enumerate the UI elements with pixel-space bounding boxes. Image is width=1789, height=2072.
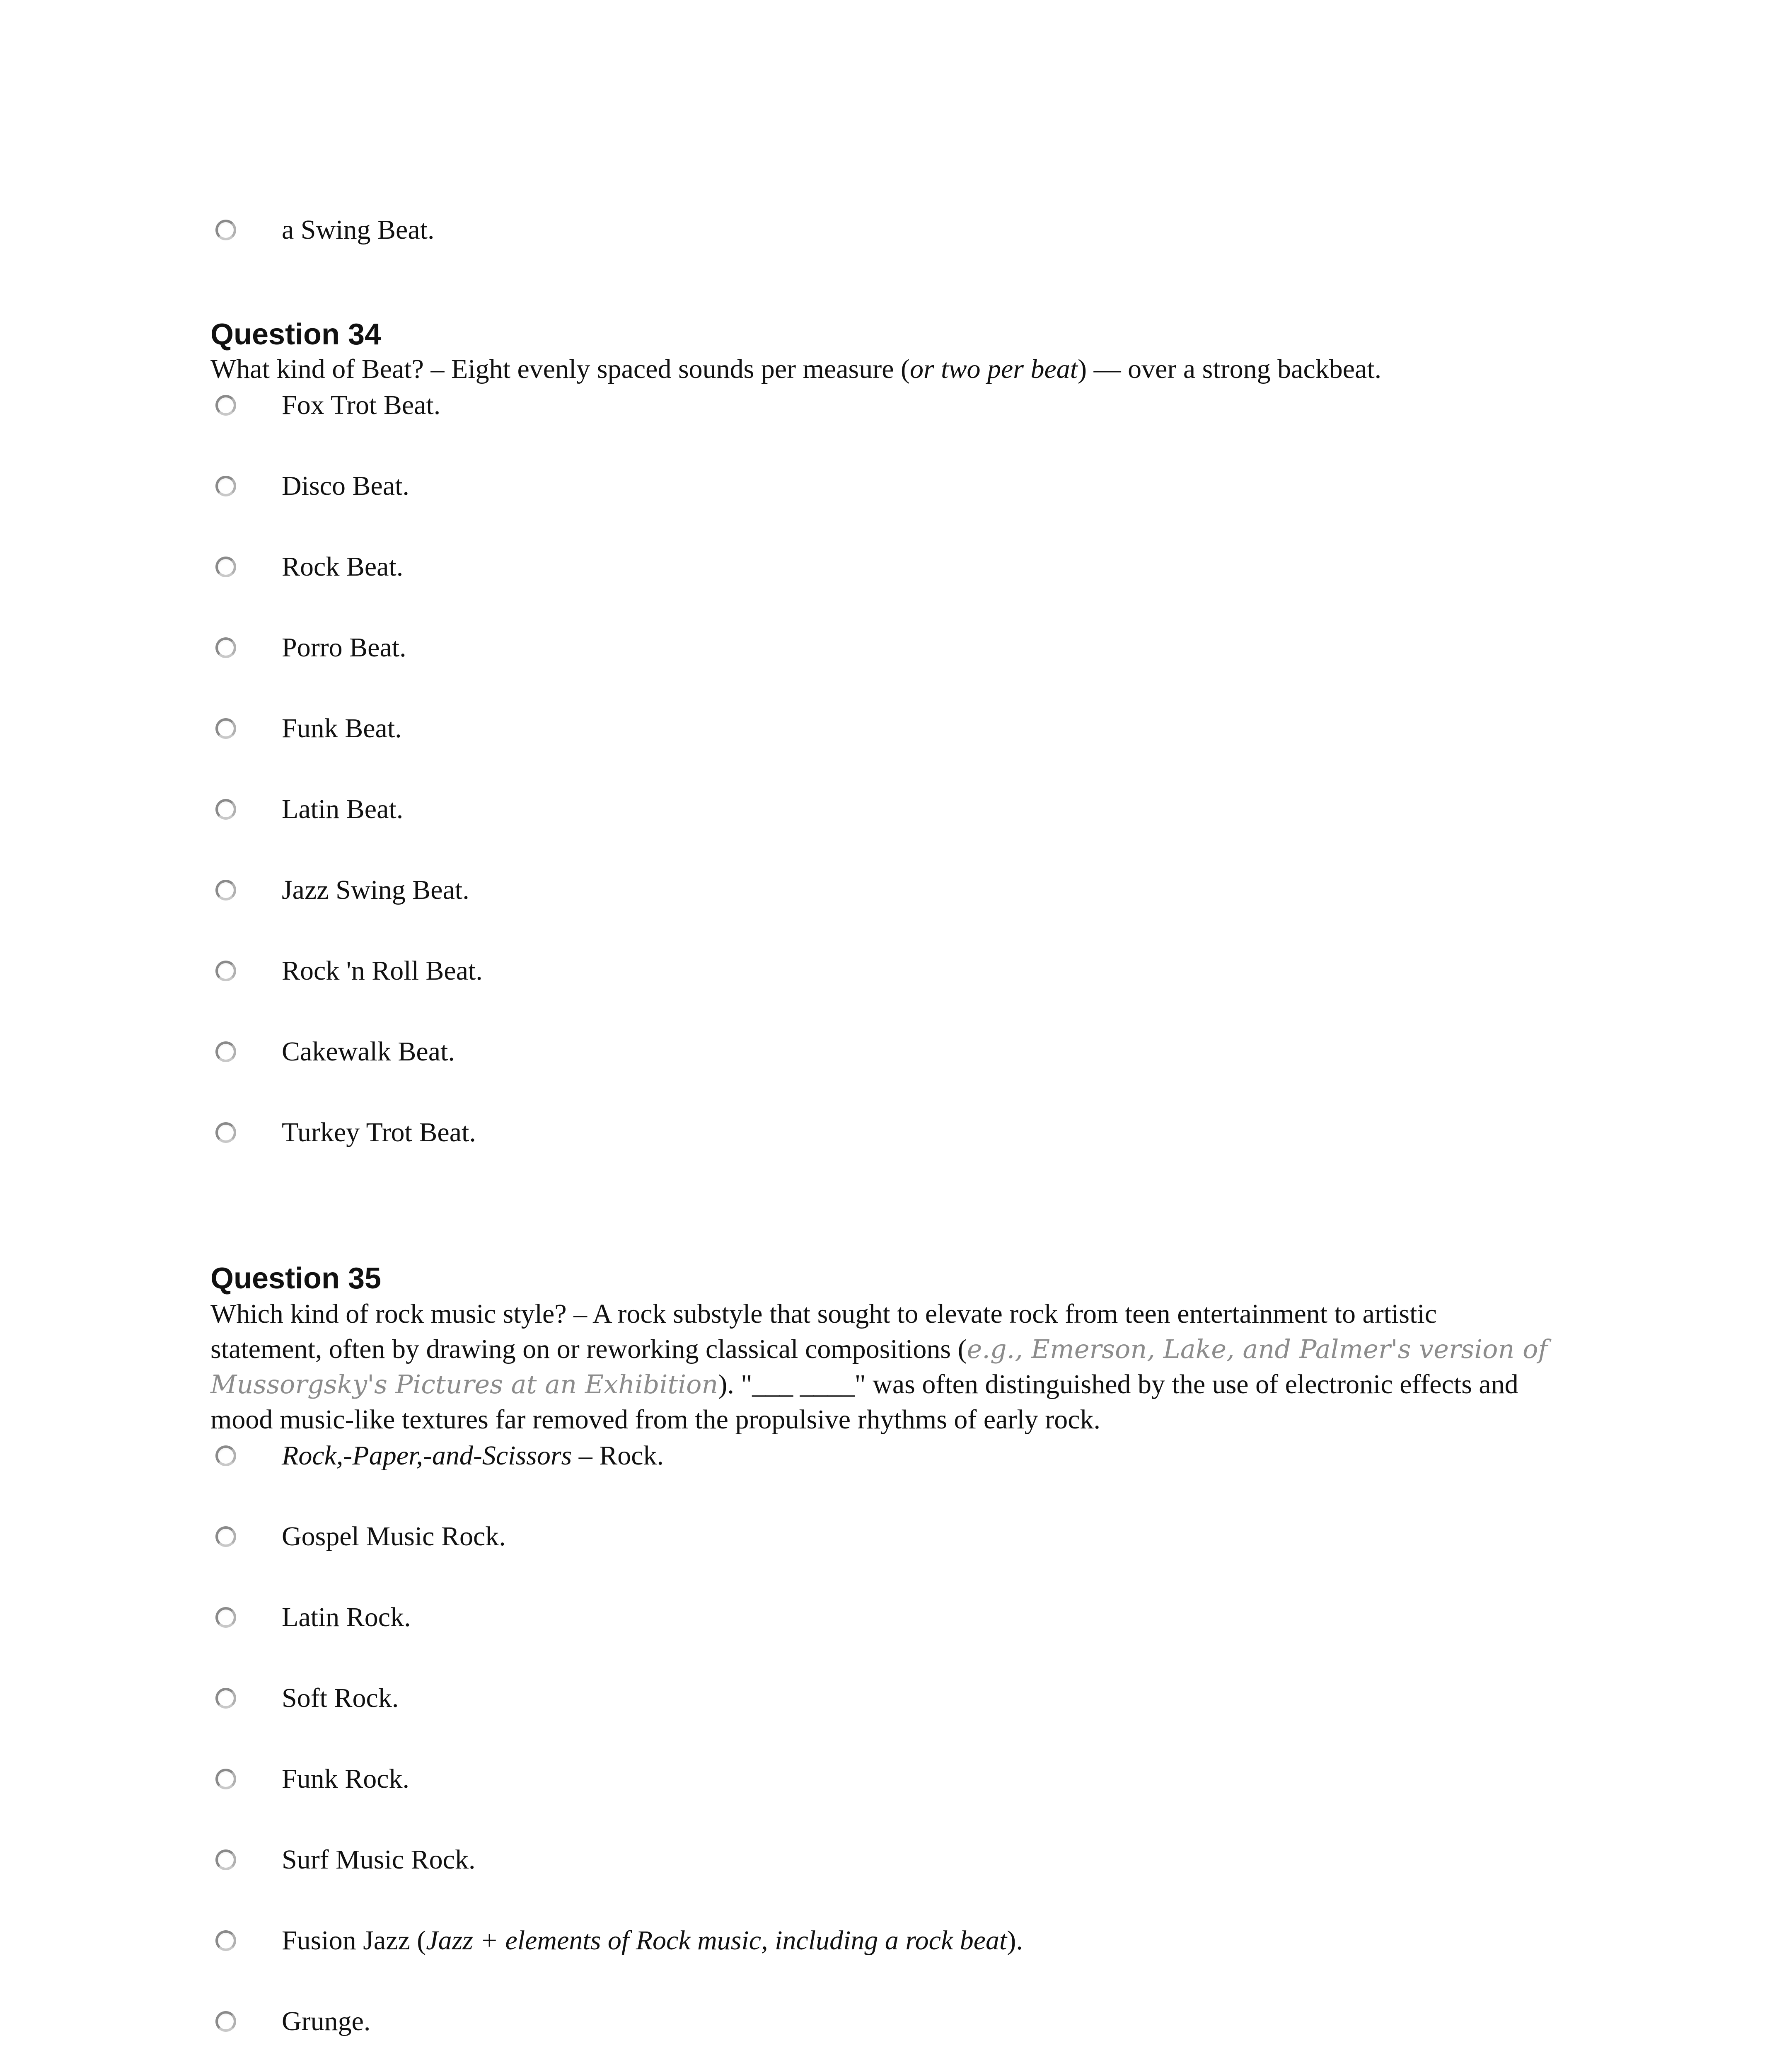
option-label: Rock 'n Roll Beat. bbox=[282, 956, 483, 986]
q35-option-gospel-music-rock[interactable] bbox=[215, 1518, 1583, 1555]
option-label: Funk Rock. bbox=[282, 1764, 410, 1794]
option-text: – Rock. bbox=[572, 1440, 664, 1471]
option-label: Disco Beat. bbox=[282, 471, 409, 501]
option-label: Soft Rock. bbox=[282, 1683, 399, 1713]
prompt-gray-italic: e.g., Emerson, Lake, and Palmer's version of bbox=[967, 1334, 1548, 1364]
question-34-prompt bbox=[210, 351, 1586, 387]
radio-button[interactable] bbox=[215, 1688, 236, 1709]
q34-option-rock-n-roll[interactable] bbox=[215, 952, 1583, 990]
q34-option-latin[interactable] bbox=[215, 791, 1583, 828]
option-label: a Swing Beat. bbox=[282, 215, 435, 245]
option-label: Funk Beat. bbox=[282, 713, 402, 743]
option-text: Fusion Jazz ( bbox=[282, 1925, 426, 1956]
radio-button[interactable] bbox=[215, 1930, 236, 1951]
option-label: Gospel Music Rock. bbox=[282, 1521, 506, 1552]
option-label bbox=[282, 1437, 664, 1474]
radio-button[interactable] bbox=[215, 557, 236, 577]
q34-option-disco[interactable] bbox=[215, 467, 1583, 505]
radio-button[interactable] bbox=[215, 880, 236, 900]
radio-button[interactable] bbox=[215, 395, 236, 416]
q35-option-grunge[interactable] bbox=[215, 2003, 1583, 2040]
option-text: ). bbox=[1007, 1925, 1023, 1956]
radio-button[interactable] bbox=[215, 799, 236, 820]
radio-button[interactable] bbox=[215, 637, 236, 658]
option-swing-beat[interactable] bbox=[215, 211, 1583, 249]
question-35-prompt bbox=[210, 1296, 1586, 1437]
prompt-text: ). "___ ____" was often distinguished by the use of electronic effects and bbox=[718, 1369, 1518, 1399]
q35-option-fusion-jazz[interactable] bbox=[215, 1922, 1583, 1959]
radio-button[interactable] bbox=[215, 1769, 236, 1789]
option-label: Turkey Trot Beat. bbox=[282, 1117, 476, 1147]
radio-button[interactable] bbox=[215, 1122, 236, 1143]
option-label bbox=[282, 1922, 1023, 1959]
q35-option-funk-rock[interactable] bbox=[215, 1760, 1583, 1798]
option-label: Jazz Swing Beat. bbox=[282, 875, 469, 905]
radio-button[interactable] bbox=[215, 2011, 236, 2032]
q34-option-rock[interactable] bbox=[215, 548, 1583, 586]
option-label: Cakewalk Beat. bbox=[282, 1036, 455, 1067]
q35-option-surf-music-rock[interactable] bbox=[215, 1841, 1583, 1878]
option-label: Surf Music Rock. bbox=[282, 1844, 476, 1875]
radio-button[interactable] bbox=[215, 1445, 236, 1466]
radio-button[interactable] bbox=[215, 1526, 236, 1547]
prompt-line: mood music-like textures far removed from the propulsive rhythms of early rock. bbox=[210, 1404, 1101, 1435]
prompt-text: ) — over a strong backbeat. bbox=[1078, 354, 1382, 384]
q35-option-rock-paper-scissors[interactable] bbox=[215, 1437, 1583, 1474]
radio-button[interactable] bbox=[215, 1041, 236, 1062]
q34-option-jazz-swing[interactable] bbox=[215, 871, 1583, 909]
radio-button[interactable] bbox=[215, 1607, 236, 1628]
radio-button[interactable] bbox=[215, 476, 236, 496]
option-label: Grunge. bbox=[282, 2006, 371, 2036]
q35-option-soft-rock[interactable] bbox=[215, 1680, 1583, 1717]
q35-option-latin-rock[interactable] bbox=[215, 1599, 1583, 1636]
prompt-line: Which kind of rock music style? – A rock substyle that sought to elevate rock from teen entertainment to artistic bbox=[210, 1299, 1437, 1329]
radio-button[interactable] bbox=[215, 718, 236, 739]
option-label: Latin Rock. bbox=[282, 1602, 411, 1632]
q34-option-turkey-trot[interactable] bbox=[215, 1114, 1583, 1151]
radio-button[interactable] bbox=[215, 220, 236, 240]
option-label: Latin Beat. bbox=[282, 794, 404, 824]
radio-button[interactable] bbox=[215, 1849, 236, 1870]
question-35-title: Question 35 bbox=[210, 1262, 382, 1295]
option-label: Fox Trot Beat. bbox=[282, 390, 441, 420]
q34-option-cakewalk[interactable] bbox=[215, 1033, 1583, 1070]
q34-option-fox-trot[interactable] bbox=[215, 387, 1583, 424]
prompt-italic: or two per beat bbox=[909, 354, 1078, 384]
option-italic: Jazz + elements of Rock music, including a rock beat bbox=[426, 1925, 1007, 1956]
prompt-gray-italic: Mussorgsky's Pictures at an Exhibition bbox=[210, 1369, 718, 1399]
option-label: Porro Beat. bbox=[282, 632, 406, 663]
question-34-title: Question 34 bbox=[210, 318, 382, 351]
option-label: Rock Beat. bbox=[282, 552, 404, 582]
q34-option-funk[interactable] bbox=[215, 710, 1583, 747]
q34-option-porro[interactable] bbox=[215, 629, 1583, 666]
radio-button[interactable] bbox=[215, 961, 236, 981]
prompt-text: What kind of Beat? – Eight evenly spaced sounds per measure ( bbox=[210, 354, 910, 384]
option-italic: Rock,-Paper,-and-Scissors bbox=[282, 1440, 572, 1471]
prompt-text: statement, often by drawing on or reworking classical compositions ( bbox=[210, 1334, 967, 1364]
